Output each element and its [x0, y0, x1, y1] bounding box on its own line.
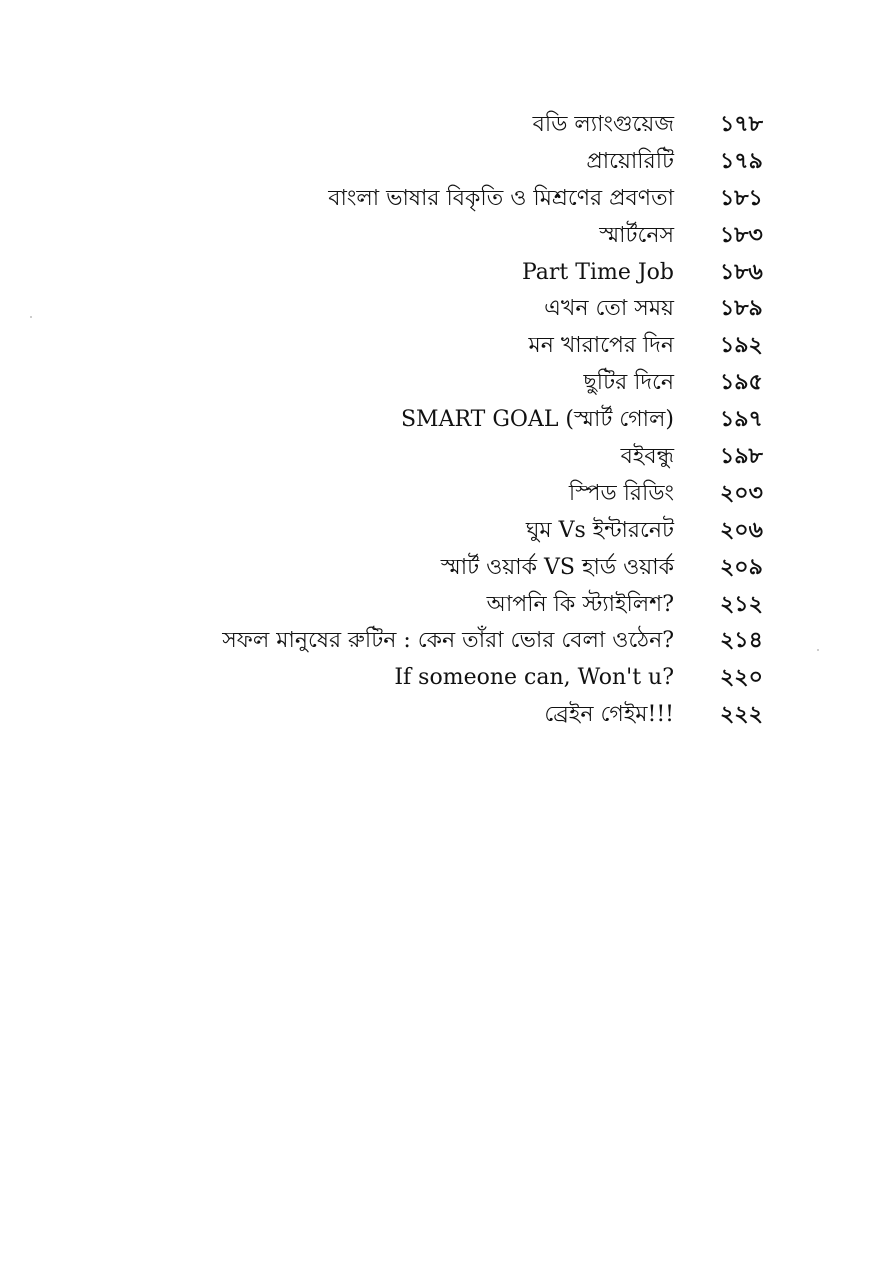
toc-entry-page-number: ১৮৩ — [720, 221, 763, 248]
toc-entry-title: Part Time Job — [521, 259, 674, 285]
scan-speck — [817, 649, 819, 651]
toc-entry-title: স্মার্টনেস — [599, 222, 674, 248]
toc-entry-title: স্মার্ট ওয়ার্ক VS হার্ড ওয়ার্ক — [440, 554, 674, 580]
toc-entry-page-number: ২১২ — [720, 590, 763, 617]
toc-entry-page-number: ১৯২ — [720, 332, 763, 359]
toc-entry-title: মন খারাপের দিন — [528, 333, 674, 359]
toc-entry-page-number: ১৭৮ — [720, 111, 763, 137]
toc-entry — [120, 438, 780, 475]
toc-entry-page-number: ১৮৯ — [720, 295, 763, 322]
toc-entry — [120, 512, 780, 549]
toc-entry-title: সফল মানুষের রুটিন : কেন তাঁরা ভোর বেলা ওঠেন? — [222, 628, 674, 654]
toc-entry-page-number: ২২২ — [720, 701, 763, 728]
scan-speck — [30, 316, 32, 318]
toc-entry-title: SMART GOAL (স্মার্ট গোল) — [400, 407, 674, 433]
toc-entry-title: If someone can, Won't u? — [394, 665, 674, 691]
toc-entry — [120, 475, 780, 512]
toc-entry-page-number: ১৭৯ — [720, 147, 763, 174]
toc-entry — [120, 217, 780, 254]
toc-entry-title: বাংলা ভাষার বিকৃতি ও মিশ্রণের প্রবণতা — [328, 185, 674, 211]
toc-entry — [120, 549, 780, 586]
toc-entry — [120, 143, 780, 180]
toc-entry-page-number: ১৮৬ — [720, 258, 763, 285]
toc-entry-title: বইবন্ধু — [620, 444, 674, 470]
toc-entry-title: এখন তো সময় — [544, 296, 674, 322]
toc-entry-title: স্পিড রিডিং — [568, 480, 674, 506]
toc-entry-title: বডি ল্যাংগুয়েজ — [532, 112, 674, 137]
toc-entry-page-number: ১৯৮ — [720, 443, 763, 470]
toc-entry-title: ঘুম Vs ইন্টারনেট — [525, 517, 674, 543]
table-of-contents — [120, 106, 780, 733]
toc-entry-title: ব্রেইন গেইম!!! — [544, 702, 674, 728]
toc-entry-page-number: ১৯৫ — [720, 369, 763, 396]
toc-entry — [120, 364, 780, 401]
toc-entry — [120, 622, 780, 659]
toc-entry-page-number: ২২০ — [720, 664, 763, 691]
toc-entry — [120, 696, 780, 733]
toc-entry-page-number: ১৮১ — [720, 184, 763, 211]
toc-entry-page-number: ১৯৭ — [720, 406, 763, 433]
toc-entry — [120, 401, 780, 438]
toc-entry — [120, 290, 780, 327]
toc-entry-page-number: ২০৩ — [720, 479, 763, 506]
toc-entry — [120, 254, 780, 291]
toc-entry-page-number: ২০৯ — [720, 553, 763, 580]
toc-entry — [120, 180, 780, 217]
toc-entry-title: আপনি কি স্ট্যাইলিশ? — [486, 591, 674, 617]
toc-entry-page-number: ২১৪ — [720, 627, 763, 654]
toc-entry — [120, 586, 780, 623]
toc-entry — [120, 106, 780, 143]
toc-entry-title: প্রায়োরিটি — [586, 148, 674, 174]
toc-entry — [120, 327, 780, 364]
toc-entry — [120, 659, 780, 696]
toc-entry-page-number: ২০৬ — [720, 516, 763, 543]
toc-entry-title: ছুটির দিনে — [583, 370, 674, 396]
